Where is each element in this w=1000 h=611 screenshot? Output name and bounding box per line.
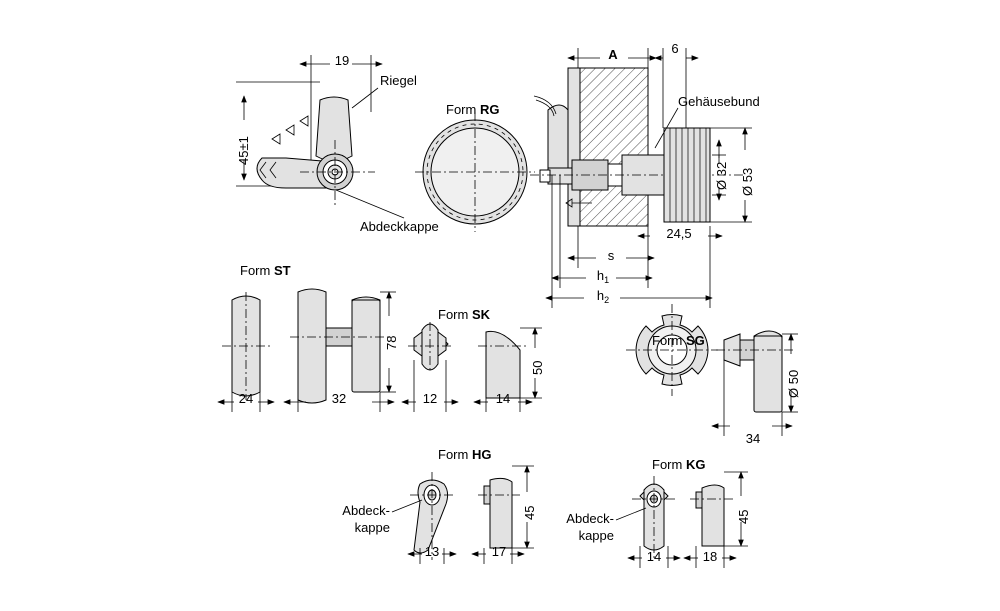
dim-sk-12: 12 (422, 391, 438, 406)
dim-section-a: A (608, 47, 618, 62)
form-code-rg: RG (479, 102, 500, 117)
form-prefix-sg: Form (652, 333, 686, 348)
dim-sk-14: 14 (495, 391, 511, 406)
form-code-sk: SK (471, 307, 491, 322)
dim-rg-height: 45±1 (236, 136, 251, 165)
form-prefix-st: Form (240, 263, 274, 278)
callout-abdeckkappe-kg-1: Abdeck- (566, 511, 614, 526)
callout-riegel: Riegel (380, 73, 417, 88)
dim-h1-sub: 1 (604, 275, 610, 285)
form-code-kg: KG (685, 457, 706, 472)
form-label-st (240, 264, 291, 279)
dim-h1: $h_1$ (596, 268, 610, 285)
callout-abdeckkappe-rg: Abdeckkappe (360, 219, 439, 234)
dim-sg-34: 34 (745, 431, 761, 446)
form-label-kg (652, 458, 705, 473)
dim-s: s (607, 248, 615, 263)
form-code-st: ST (273, 263, 291, 278)
dim-245: 24,5 (666, 226, 692, 241)
dim-h2: $h_2$ (596, 288, 610, 305)
dim-sg-d50: Ø 50 (786, 369, 801, 398)
callout-abdeckkappe-hg-2: kappe (354, 520, 390, 535)
callout-gehaeusebund: Gehäusebund (678, 94, 760, 109)
form-prefix-rg: Form (446, 102, 480, 117)
form-label-rg (446, 103, 499, 118)
dim-h2-sub: 2 (604, 295, 610, 305)
form-label-sk (438, 308, 490, 323)
form-prefix-sk: Form (438, 307, 472, 322)
dim-kg-45: 45 (736, 509, 751, 524)
dim-sk-50: 50 (530, 360, 545, 375)
form-label-hg (438, 448, 491, 463)
form-label-sg (652, 334, 705, 349)
dim-section-6: 6 (671, 41, 679, 56)
dim-st-24: 24 (238, 391, 254, 406)
form-code-hg: HG (471, 447, 492, 462)
dim-st-32: 32 (331, 391, 347, 406)
dim-hg-45: 45 (522, 505, 537, 520)
dim-st-78: 78 (384, 335, 399, 350)
dim-d53: Ø 53 (740, 167, 755, 196)
dim-hg-13: 13 (424, 544, 440, 559)
form-prefix-kg: Form (652, 457, 686, 472)
form-code-sg: SG (685, 333, 705, 348)
dim-hg-17: 17 (491, 544, 507, 559)
callout-abdeckkappe-kg-2: kappe (578, 528, 614, 543)
dim-kg-14: 14 (646, 549, 662, 564)
callout-abdeckkappe-hg-1: Abdeck- (342, 503, 390, 518)
dim-rg-width: 19 (334, 53, 350, 68)
form-prefix-hg: Form (438, 447, 472, 462)
dim-d32: Ø 32 (714, 161, 729, 190)
dim-kg-18: 18 (702, 549, 718, 564)
